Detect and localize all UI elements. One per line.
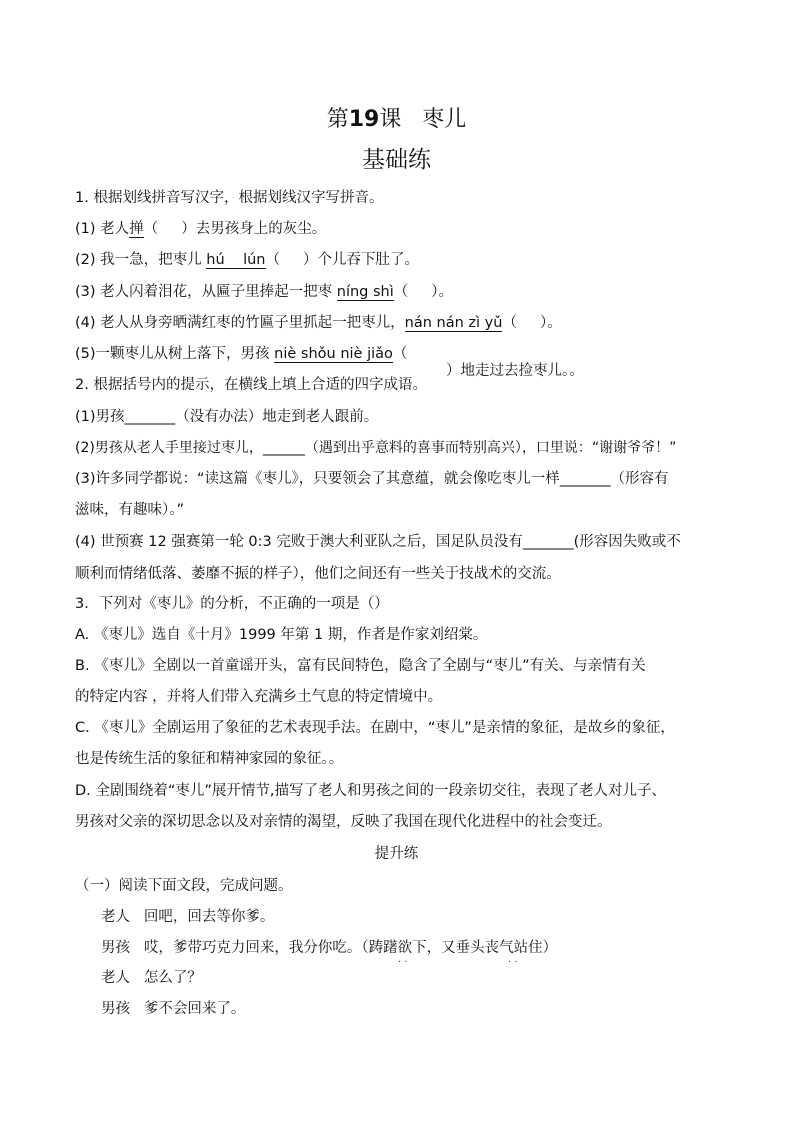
q3-option-a: A. 《枣儿》选自《十月》1999 年第 1 期，作者是作家刘绍棠。: [75, 627, 488, 643]
reading-intro: （一）阅读下面文段，完成问题。: [75, 878, 293, 894]
q2-prompt: 2. 根据括号内的提示，在横线上填上合适的四字成语。: [75, 377, 427, 393]
q3-option-b-line2: 的特定内容 ，并将人们带入充满乡土气息的特定情境中。: [75, 689, 443, 705]
q3-option-c-line2: 也是传统生活的象征和精神家园的象征。。: [75, 751, 344, 767]
q1-item-1: (1) 老人掸（ ）去男孩身上的灰尘。: [75, 221, 327, 237]
q2-item-4-line1: (4) 世预赛 12 强赛第一轮 0:3 完败于澳大利亚队之后，国足队员没有_______(形容因失败或不: [75, 534, 681, 550]
q1-item-2: (2) 我一急，把枣儿 hú lún（ ）个儿吞下肚了。: [75, 252, 420, 268]
emphasis-dots-2: · ·: [508, 957, 518, 968]
q1-item-3: (3) 老人闪着泪花，从匾子里捧起一把枣 níng shì（ ）。: [75, 284, 454, 300]
q3-option-d-line1: D. 全剧围绕着“枣儿”展开情节,描写了老人和男孩之间的一段亲切交往，表现了老人对儿子、: [75, 783, 667, 799]
q2-item-3-line1: (3)许多同学都说：“读这篇《枣儿》，只要领会了其意蕴，就会像吃枣儿一样_______（形容有: [75, 471, 669, 487]
q3-option-d-line2: 男孩对父亲的深切思念以及对亲情的渴望，反映了我国在现代化进程中的社会变迁。: [75, 814, 612, 830]
dialogue-line-1: 老人 回吧，回去等你爹。: [101, 909, 275, 925]
q3-option-b-line1: B. 《枣儿》全剧以一首童谣开头，富有民间特色，隐含了全剧与“枣儿”有关、与亲情有关: [75, 658, 646, 674]
q3-prompt: 3．下列对《枣儿》的分析，不正确的一项是（）: [75, 596, 389, 612]
q2-item-4-line2: 顺利而情绪低落、萎靡不振的样子），他们之间还有一些关于技战术的交流。: [75, 566, 561, 582]
q3-option-c-line1: C. 《枣儿》全剧运用了象征的艺术表现手法。在剧中，“枣儿”是亲情的象征，是故乡的象征，: [75, 720, 675, 736]
dialogue-line-4: 男孩 爹不会回来了。: [101, 1001, 246, 1017]
emphasis-dots-1: · ·: [398, 957, 408, 968]
dialogue-line-2: 男孩 哎，爹带巧克力回来，我分你吃。（踌躇欲下，又垂头丧气站住）: [101, 940, 558, 956]
section-title-advanced: 提升练: [374, 846, 419, 862]
section-title-basic: 基础练: [362, 147, 431, 173]
q2-item-3-line2: 滋味，有趣味）。”: [75, 502, 185, 518]
q1-item-5: (5)一颗枣儿从树上落下，男孩 niè shǒu niè jiǎo（: [75, 346, 408, 362]
q2-item-1: (1)男孩_______（没有办法）地走到老人跟前。: [75, 409, 379, 425]
q1-item-5-tail: ）地走过去捡枣儿。。: [446, 363, 584, 379]
dialogue-line-3: 老人 怎么了？: [101, 970, 202, 986]
q1-prompt: 1. 根据划线拼音写汉字，根据划线汉字写拼音。: [75, 190, 384, 206]
q1-item-4: (4) 老人从身旁晒满红枣的竹匾子里抓起一把枣儿，nán nán zì yǔ（ ）。: [75, 315, 562, 331]
q2-item-2: (2)男孩从老人手里接过枣儿，______（遇到出乎意料的喜事而特别高兴），口里说：“谢谢爷爷！”: [75, 440, 677, 456]
lesson-title: 第19课 枣儿: [326, 107, 467, 132]
